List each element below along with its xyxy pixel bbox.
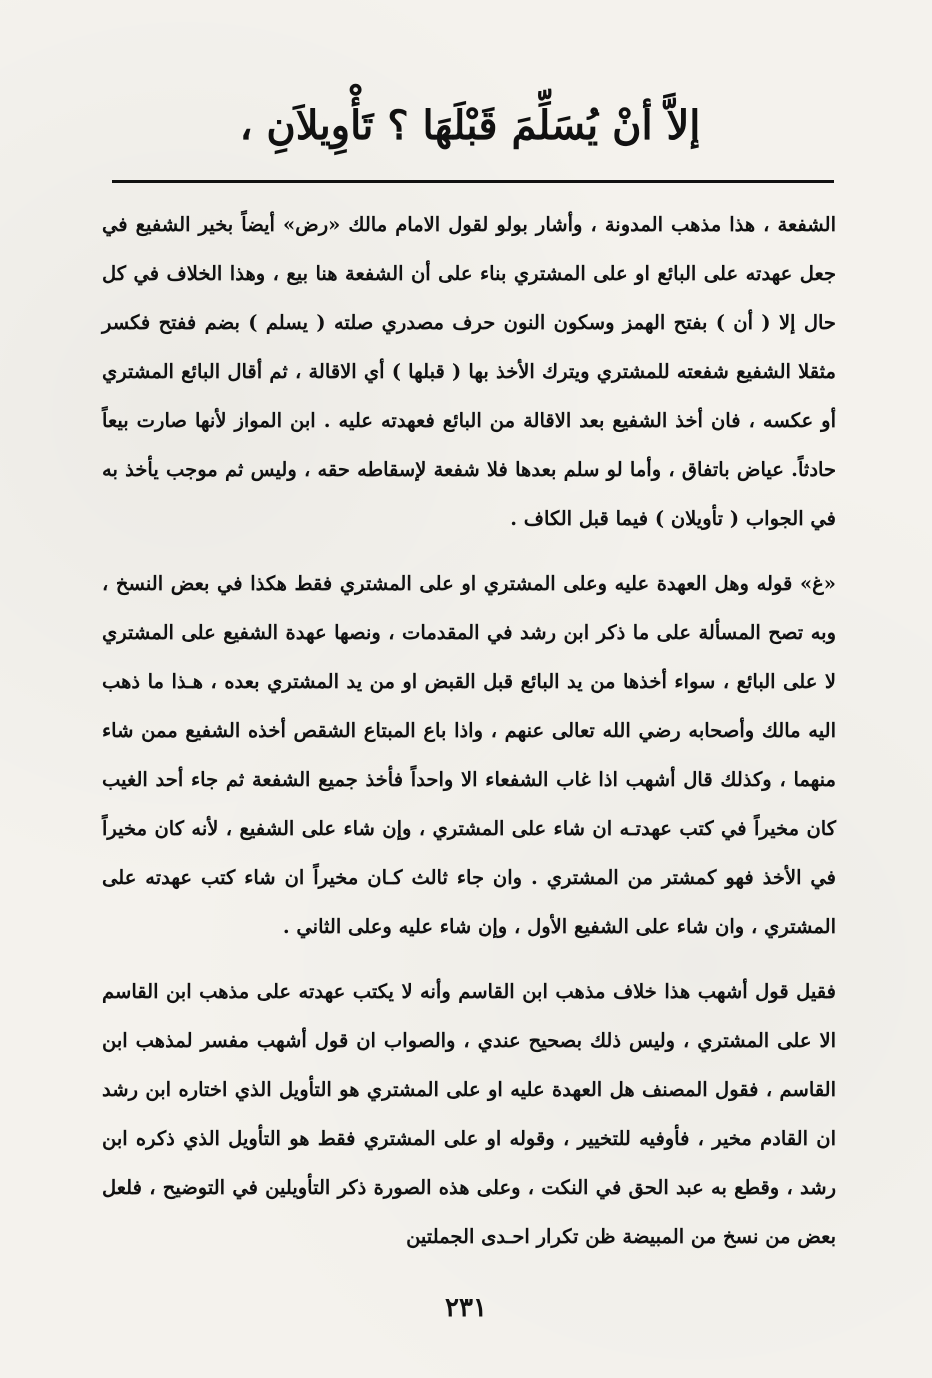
paragraph-gap	[102, 543, 836, 559]
paragraph-3: فقيل قول أشهب هذا خلاف مذهب ابن القاسم وأنه لا يكتب عهدته على مذهب ابن القاسم الا على المشتري ، وليس ذلك بصحيح عندي ، والصواب ان قول أشهب مفسر لمذهب ابن القاسم ، فقول المصنف هل العهدة عليه او على المشتري هو التأويل الذي اختاره ابن رشد ان القادم مخير ، فأوفيه للتخيير ، وقوله او على المشتري فقط هو التأويل الذي ذكره ابن رشد ، وقطع به عبد الحق في النكت ، وعلى هذه الصورة ذكر التأويلين في التوضيح ، فلعل بعض من نسخ من المبيضة ظن تكرار احـدى الجملتين	[102, 980, 836, 1248]
page-header-title: إلاَّ أنْ يُسَلِّمَ قَبْلَهَا ؟ تَأْوِيلاَنِ ،	[239, 102, 701, 149]
paragraph-2: «غ» قوله وهل العهدة عليه وعلى المشتري او على المشتري فقط هكذا في بعض النسخ ، وبه تصح المسألة على ما ذكر ابن رشد في المقدمات ، ونصها عهدة الشفيع على المشتري لا على البائع ، سواء أخذها من يد البائع قبل القبض او من يد المشتري بعده ، هـذا ما ذهب اليه مالك وأصحابه رضي الله تعالى عنهم ، واذا باع المبتاع الشقص أخذه الشفيع ممن شاء منهما ، وكذلك قال أشهب اذا غاب الشفعاء الا واحداً فأخذ جميع الشفعة ثم جاء أحد الغيب كان مخيراً في كتب عهدتـه ان شاء على المشتري ، وإن شاء على الشفيع ، لأنه كان مخيراً في الأخذ فهو كمشتر من المشتري . وان جاء ثالث كـان مخيراً ان شاء كتب عهدته على المشتري ، وان شاء على الشفيع الأول ، وإن شاء عليه وعلى الثاني .	[102, 572, 836, 938]
header-rule	[112, 180, 834, 183]
page-body	[102, 200, 836, 1261]
paragraph-1: الشفعة ، هذا مذهب المدونة ، وأشار بولو لقول الامام مالك «رض» أيضاً بخير الشفيع في جعل عهدته على البائع او على المشتري بناء على أن الشفعة هنا بيع ، وهذا الخلاف في كل حال إلا ( أن ) بفتح الهمز وسكون النون حرف مصدري صلته ( يسلم ) بضم ففتح فكسر مثقلا الشفيع شفعته للمشتري ويترك الأخذ بها ( قبلها ) أي الاقالة ، ثم أقال البائع المشتري أو عكسه ، فان أخذ الشفيع بعد الاقالة من البائع فعهدته عليه . ابن المواز لأنها صارت بيعاً حادثاً. عياض باتفاق ، وأما لو سلم بعدها فلا شفعة لإسقاطه حقه ، وليس ثم موجب يأخذ به في الجواب ( تأويلان ) فيما قبل الكاف .	[102, 213, 836, 530]
page-number: ٢٣١	[445, 1293, 487, 1323]
paragraph-gap	[102, 951, 836, 967]
